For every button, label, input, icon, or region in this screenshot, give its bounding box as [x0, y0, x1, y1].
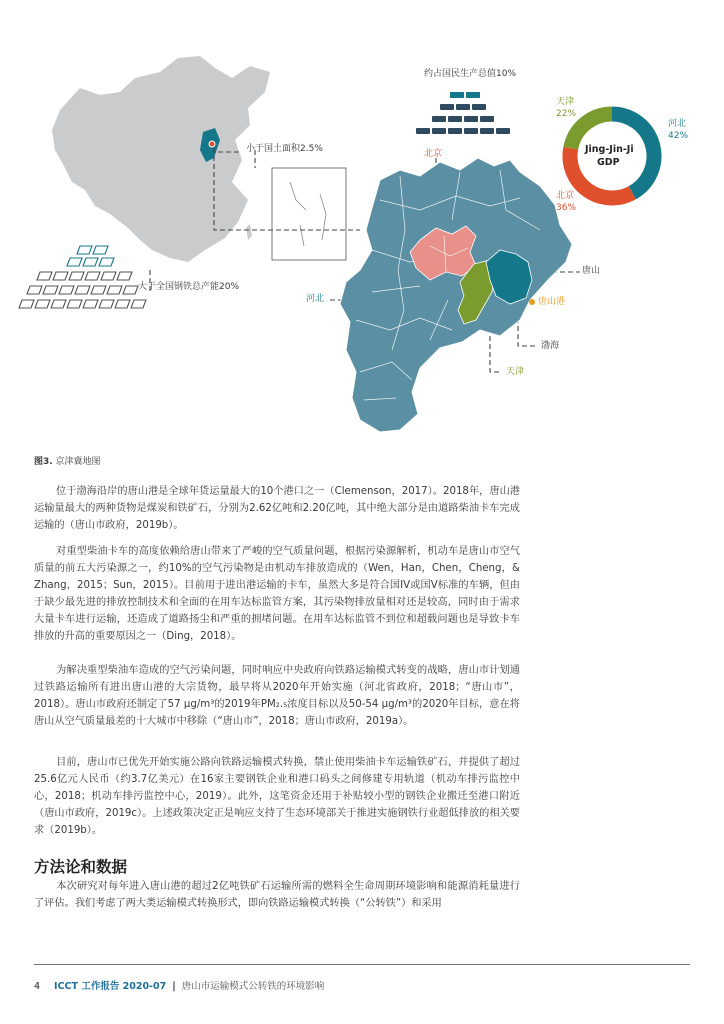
- donut-pct-beijing: 36%: [556, 203, 577, 213]
- figure-caption: [34, 454, 101, 467]
- gdp-share-label: 约占国民生产总值10%: [424, 69, 517, 79]
- gdp-coins-icon: [416, 92, 510, 134]
- jingjinji-map-figure: [0, 0, 724, 440]
- donut-title-line2: GDP: [597, 157, 620, 168]
- donut-label-tianjin: 天津: [556, 97, 575, 107]
- paragraph-3: [34, 662, 520, 730]
- china-map-outline: [52, 56, 270, 262]
- donut-label-beijing: 北京: [556, 191, 575, 201]
- page-footer: [34, 978, 324, 992]
- footer-separator: |: [172, 981, 176, 992]
- paragraph-2-text: 对重型柴油卡车的高度依赖给唐山带来了严峻的空气质量问题，根据污染源解析，机动车是唐山市空气质量的前五大污染源之一，约10%的空气污染物是由机动车排放造成的（Wen，Han，Chen，Cheng，& Zhang，2015；Sun，2015）。目前用于进出港运输的卡车，虽然大多是符合国IV或国V标准的车辆，但由于缺少最先进的排放控制技术和全面的在用车达标监管方案，其污染物排放量相对还是较高，同时由于需求大量卡车进行运输，还造成了道路扬尘和严重的拥堵问题。在用车达标监管不到位和超载问题也是导致卡车排放的升高的重要原因之一（Ding，2018）。: [34, 546, 520, 642]
- steel-share-label: 大于全国钢铁总产能20%: [138, 282, 240, 292]
- section-paragraph-text: 本次研究对每年进入唐山港的超过2亿吨铁矿石运输所需的燃料全生命周期环境影响和能源消耗量进行了评估。我们考虑了两大类运输模式转换形式，即向铁路运输模式转换（“公转铁”）和采用: [34, 881, 520, 909]
- south-china-sea-inset: [272, 168, 346, 260]
- area-share-label: 小于国土面积2.5%: [246, 144, 323, 154]
- section-heading: 方法论和数据: [34, 858, 128, 876]
- donut-pct-hebei: 42%: [668, 131, 689, 141]
- map-label-beijing: 北京: [424, 149, 443, 159]
- steel-stack-icon: [67, 246, 114, 266]
- section-paragraph: [34, 878, 520, 912]
- page-number: 4: [34, 981, 41, 992]
- paragraph-1: [34, 483, 520, 534]
- map-label-bohai: 渤海: [541, 341, 560, 351]
- paragraph-4-text: 目前，唐山市已优先开始实施公路向铁路运输模式转换，禁止使用柴油卡车运输铁矿石，并提供了超过25.6亿元人民币（约3.7亿美元）在16家主要钢铁企业和港口码头之间修建专用轨道（机动车排污监控中心，2018；机动车排污监控中心，2019）。此外，这笔资金还用于补贴较小型的钢铁企业搬迁至港口附近（唐山市政府，2019c）。上述政策决定正是响应支持了生态环境部关于推进实施钢铁行业超低排放的相关要求（2019b）。: [34, 757, 520, 836]
- tangshan-port-marker: [529, 299, 535, 305]
- donut-slice-1: [570, 148, 632, 198]
- hebei-region: [340, 158, 575, 432]
- report-id: ICCT 工作报告 2020-07: [54, 981, 167, 992]
- paragraph-2: [34, 543, 520, 645]
- donut-slice-2: [571, 114, 612, 148]
- figure-caption-number: 图3.: [34, 457, 53, 467]
- footer-rule: [34, 964, 690, 965]
- map-label-tangshan-port: 唐山港: [538, 297, 566, 307]
- paragraph-4: [34, 754, 520, 839]
- taiwan-shape: [246, 224, 252, 240]
- donut-title-line1: Jing-Jin-Ji: [585, 144, 634, 155]
- report-title: 唐山市运输模式公转铁的环境影响: [181, 981, 325, 992]
- map-label-tianjin: 天津: [506, 367, 525, 377]
- donut-pct-tianjin: 22%: [556, 109, 577, 119]
- figure-caption-text: 京津冀地图: [52, 457, 101, 467]
- gdp-donut-chart: [570, 114, 654, 198]
- paragraph-1-text: 位于渤海沿岸的唐山港是全球年货运量最大的10个港口之一（Clemenson，2017）。2018年，唐山港运输量最大的两种货物是煤炭和铁矿石，分别为2.62亿吨和2.20亿吨，其中绝大部分是由道路柴油卡车完成运输的（唐山市政府，2019b）。: [34, 486, 520, 531]
- map-label-hebei: 河北: [306, 294, 325, 304]
- paragraph-3-text: 为解决重型柴油车造成的空气污染问题，同时响应中央政府向铁路运输模式转变的战略，唐山市计划通过铁路运输所有进出唐山港的大宗货物，最早将从2020年开始实施（河北省政府，2018；“唐山市”，2018）。唐山市政府还制定了57 μg/m³的2019年PM₂.₅浓度目标以及50-54 μg/m³的2020年目标，意在将唐山从空气质量最差的十大城市中移除（“唐山市”，2018；唐山市政府，2019a）。: [34, 665, 520, 727]
- donut-label-hebei: 河北: [668, 119, 687, 129]
- map-label-tangshan: 唐山: [582, 266, 601, 276]
- beijing-marker-china: [209, 141, 215, 147]
